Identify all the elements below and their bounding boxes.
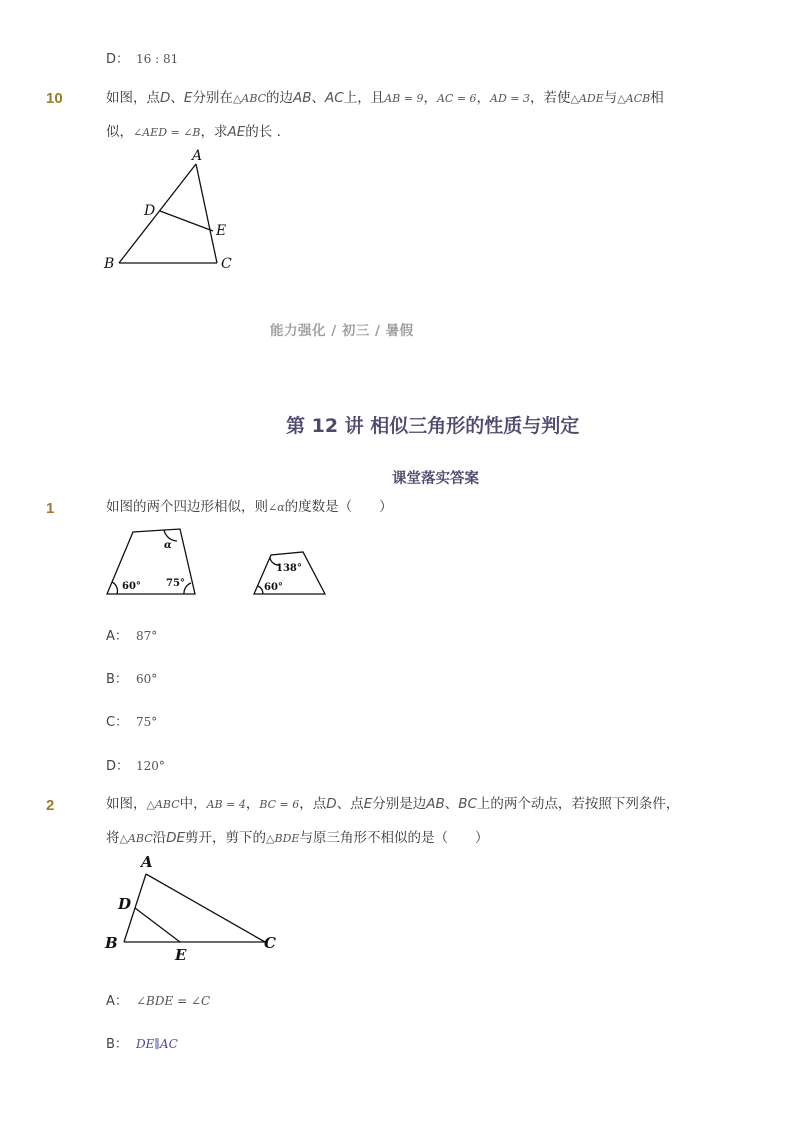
text: 上的两个动点，若按照下列条件， bbox=[476, 796, 680, 812]
page-header: 能力强化 / 初三 / 暑假 bbox=[270, 323, 414, 339]
label-e: E bbox=[175, 946, 187, 964]
label-left-60: 60° bbox=[122, 581, 141, 592]
question-2-line-2 bbox=[106, 832, 488, 846]
side-bc: BC bbox=[458, 796, 477, 812]
option-label: A： bbox=[106, 629, 128, 644]
q2-option-b[interactable] bbox=[106, 1033, 178, 1052]
label-d: D bbox=[118, 895, 132, 913]
equation-ac: AC = 6 bbox=[436, 92, 477, 105]
text: 沿 bbox=[152, 830, 167, 846]
text: 与 bbox=[603, 90, 618, 106]
text: 分别在 bbox=[192, 90, 233, 106]
label-b: B bbox=[104, 256, 115, 272]
text: ， bbox=[423, 90, 437, 106]
label-c: C bbox=[264, 934, 276, 952]
label-right-60: 60° bbox=[264, 582, 283, 593]
option-value: 60° bbox=[136, 672, 158, 686]
text: 将 bbox=[106, 830, 120, 846]
point-e: E bbox=[363, 796, 373, 812]
segment-de-line bbox=[135, 908, 180, 942]
question-10-line-1 bbox=[106, 92, 664, 106]
angle-equation: ∠AED = ∠B bbox=[133, 126, 201, 139]
side-ab: AB bbox=[426, 796, 445, 812]
text: 如图的两个四边形相似，则 bbox=[106, 499, 268, 515]
label-left-75: 75° bbox=[166, 578, 185, 589]
triangle-abc: △ABC bbox=[119, 832, 153, 845]
label-alpha: α bbox=[164, 540, 172, 551]
text: 、 bbox=[444, 796, 459, 812]
triangle-abc: △ABC bbox=[146, 798, 180, 811]
angle-alpha: ∠α bbox=[268, 501, 285, 514]
text: ，求 bbox=[200, 124, 228, 140]
equation-bc: BC = 6 bbox=[259, 798, 300, 811]
text: ， bbox=[476, 90, 491, 106]
q1-quadrilaterals-figure bbox=[100, 520, 340, 605]
option-label: A： bbox=[106, 994, 128, 1009]
section-title: 课堂落实答案 bbox=[392, 471, 479, 487]
side-ac-line bbox=[196, 164, 217, 263]
lecture-title: 第 12 讲 相似三角形的性质与判定 bbox=[286, 415, 580, 437]
option-value: DE∥AC bbox=[136, 1037, 178, 1051]
text: 、 bbox=[170, 90, 184, 106]
text: 分别是边 bbox=[372, 796, 427, 812]
text: 、点 bbox=[336, 796, 364, 812]
option-value: 87° bbox=[136, 629, 158, 643]
option-label: D： bbox=[106, 759, 130, 774]
text: ， bbox=[245, 796, 260, 812]
segment-de: DE bbox=[166, 830, 186, 846]
option-label: B： bbox=[106, 672, 128, 687]
text: 与原三角形不相似的是（ ） bbox=[299, 830, 489, 846]
question-10-line-2 bbox=[106, 126, 281, 140]
left-angle-60-arc bbox=[112, 582, 117, 594]
segment-ae: AE bbox=[227, 124, 246, 140]
triangle-abc: △ABC bbox=[232, 92, 267, 105]
side-ac: AC bbox=[325, 90, 344, 106]
equation-ad: AD = 3 bbox=[490, 92, 531, 105]
text: ，若使 bbox=[530, 90, 571, 106]
q1-option-d[interactable] bbox=[106, 755, 165, 774]
text: 如图，点 bbox=[106, 90, 160, 106]
label-a: A bbox=[192, 148, 203, 164]
q1-option-a[interactable] bbox=[106, 625, 157, 644]
side-ab: AB bbox=[293, 90, 312, 106]
label-a: A bbox=[141, 853, 153, 871]
equation-ab: AB = 9 bbox=[384, 92, 424, 105]
point-d: D bbox=[326, 796, 337, 812]
triangle-acb: △ACB bbox=[617, 92, 651, 105]
segment-de-line bbox=[160, 211, 213, 231]
q1-option-b[interactable] bbox=[106, 668, 157, 687]
text: 相 bbox=[650, 90, 664, 106]
option-value: 75° bbox=[136, 715, 158, 729]
text: 如图， bbox=[106, 796, 147, 812]
label-b: B bbox=[105, 934, 118, 952]
question-1-text bbox=[106, 501, 393, 515]
option-label: C： bbox=[106, 715, 129, 730]
q1-option-c[interactable] bbox=[106, 711, 157, 730]
question-2-line-1 bbox=[106, 798, 679, 812]
text: 似， bbox=[106, 124, 133, 140]
text: 的度数是（ ） bbox=[284, 499, 393, 515]
option-value: 16 : 81 bbox=[136, 52, 179, 66]
option-d-previous[interactable] bbox=[106, 48, 178, 67]
triangle-bde: △BDE bbox=[266, 832, 300, 845]
right-angle-60-arc bbox=[258, 586, 263, 594]
q10-triangle-figure bbox=[100, 145, 250, 275]
question-number-10: 10 bbox=[46, 90, 63, 107]
point-e: E bbox=[183, 90, 193, 106]
text: 剪开，剪下的 bbox=[185, 830, 267, 846]
label-c: C bbox=[221, 256, 232, 272]
label-e: E bbox=[216, 223, 227, 239]
side-ab-line bbox=[119, 164, 196, 263]
option-label: D： bbox=[106, 52, 130, 67]
option-label: B： bbox=[106, 1037, 128, 1052]
text: 中， bbox=[179, 796, 207, 812]
side-ac-line bbox=[146, 874, 265, 942]
triangle-ade: △ADE bbox=[570, 92, 604, 105]
q2-triangle-figure bbox=[100, 850, 290, 970]
option-value: ∠BDE = ∠C bbox=[136, 994, 211, 1008]
text: 上，且 bbox=[343, 90, 385, 106]
text: ，点 bbox=[299, 796, 327, 812]
text: 的边 bbox=[266, 90, 294, 106]
question-number-1: 1 bbox=[46, 500, 55, 517]
option-value: 120° bbox=[136, 759, 165, 773]
equation-ab: AB = 4 bbox=[206, 798, 246, 811]
text: 、 bbox=[311, 90, 326, 106]
question-number-2: 2 bbox=[46, 797, 55, 814]
label-d: D bbox=[144, 203, 156, 219]
left-angle-75-arc bbox=[184, 583, 191, 594]
text: 的长 . bbox=[245, 124, 281, 140]
label-right-138: 138° bbox=[276, 563, 302, 574]
q2-option-a[interactable] bbox=[106, 990, 210, 1009]
point-d: D bbox=[160, 90, 171, 106]
